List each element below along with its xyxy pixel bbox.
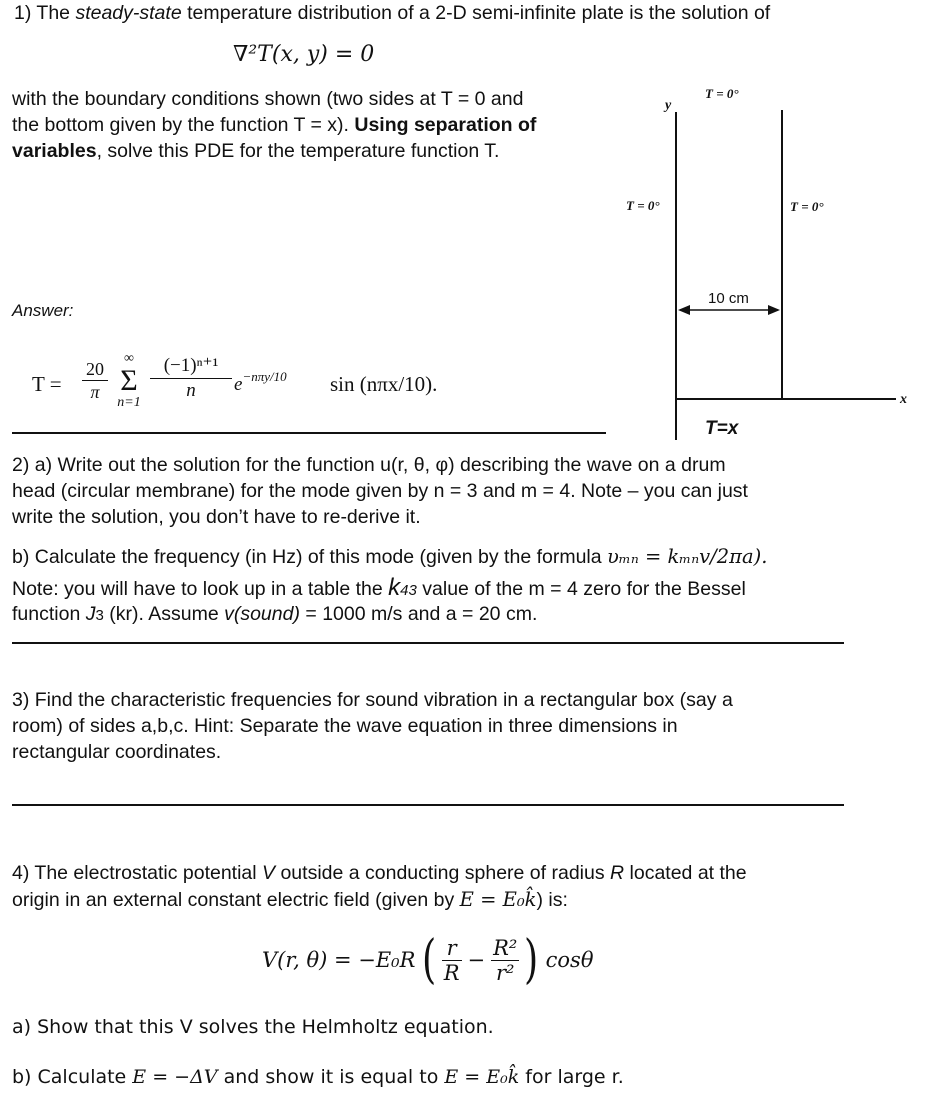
left-boundary-label: T = 0°	[626, 198, 660, 213]
top-boundary-label: T = 0°	[705, 86, 739, 101]
answer-coef	[82, 358, 108, 403]
q1-intro-b: temperature distribution of a 2-D semi-infinite plate is the solution of	[181, 2, 771, 24]
bottom-boundary-label: T=x	[705, 418, 739, 439]
answer-term	[150, 354, 232, 403]
q4-b-text-b: and show it is equal to	[217, 1066, 445, 1088]
q2-a3: write the solution, you don’t have to re-derive it.	[12, 506, 421, 528]
q4-b-formula1: E = −ΔV	[132, 1066, 218, 1088]
width-label: 10 cm	[708, 290, 749, 307]
answer-sum	[112, 352, 146, 410]
x-axis-label: x	[900, 392, 907, 407]
right-boundary-label: T = 0°	[790, 199, 824, 214]
q4-eq-frac2-den: r²	[495, 960, 515, 985]
divider-3	[12, 804, 844, 806]
q1-line2-a: the bottom given by the function T = x).	[12, 114, 355, 136]
q3-l3: rectangular coordinates.	[12, 741, 222, 763]
q4-l2-formula: E = E₀k̂	[459, 888, 537, 911]
answer-sum-bottom: n=1	[117, 395, 141, 410]
q2-b1	[12, 544, 767, 570]
divider-2	[12, 642, 844, 644]
q4-b-text: b) Calculate	[12, 1066, 133, 1088]
q4-eq-frac1-den: R	[443, 960, 460, 985]
q2-b1-formula: υₘₙ = kₘₙv/2πa).	[607, 545, 768, 568]
q4-equation	[262, 930, 593, 990]
q1-line2	[12, 112, 536, 138]
answer-exp	[234, 369, 287, 396]
q4-eq-frac1-num: r	[442, 936, 462, 961]
q2-b3-J: J	[85, 603, 96, 625]
q4-l1-text-b: outside a conducting sphere of radius	[275, 862, 611, 884]
q2-a2: head (circular membrane) for the mode given by n = 3 and m = 4. Note – you can just	[12, 480, 748, 502]
q4-l1-text-c: located at the	[624, 862, 747, 884]
divider-1	[12, 432, 606, 434]
q1-intro-a: 1) The	[14, 2, 76, 24]
q2-b2-text: Note: you will have to look up in a table the	[12, 578, 389, 600]
q2-b3-J-sub: 3	[95, 607, 104, 624]
q4-l1-V: V	[262, 862, 276, 884]
q1-line2-bold: Using separation of	[354, 114, 537, 136]
plate-diagram	[600, 80, 920, 440]
q4-eq-frac1	[442, 936, 462, 985]
q4-eq-cos: cosθ	[545, 948, 594, 972]
sum-icon: Σ	[120, 364, 138, 397]
q2-a1: 2) a) Write out the solution for the function u(r, θ, φ) describing the wave on a drum	[12, 454, 726, 476]
q4-l2-text: origin in an external constant electric field (given by	[12, 889, 460, 911]
width-arrow-left-head	[678, 305, 690, 315]
q2-b3-text-b: (kr). Assume	[103, 603, 225, 625]
q4-eq-minus: −	[467, 948, 486, 972]
y-axis-label: y	[665, 98, 672, 113]
q1-line3-bold: variables	[12, 140, 97, 162]
q2-b2-k-sub: 43	[400, 582, 417, 599]
answer-coef-num: 20	[82, 358, 108, 381]
q1-intro-emphasis: steady-state	[75, 2, 182, 24]
answer-sin: sin (nπx/10).	[330, 372, 438, 396]
q3-l2: room) of sides a,b,c. Hint: Separate the wave equation in three dimensions in	[12, 715, 678, 737]
q2-b1-text: b) Calculate the frequency (in Hz) of this mode (given by the formula	[12, 546, 608, 568]
q4-part-b	[12, 1066, 624, 1088]
q4-part-a: a) Show that this V solves the Helmholtz equation.	[12, 1016, 494, 1038]
answer-sum-top: ∞	[124, 351, 134, 366]
width-arrow-right-head	[768, 305, 780, 315]
q1-equation: ∇²T(x, y) = 0	[233, 42, 375, 67]
q2-b3-text-c: = 1000 m/s and a = 20 cm.	[299, 603, 538, 625]
answer-term-num: (−1)ⁿ⁺¹	[150, 354, 232, 379]
q4-l1-R: R	[610, 862, 625, 884]
q4-l1	[12, 860, 747, 886]
q4-l1-text: 4) The electrostatic potential	[12, 862, 263, 884]
q4-b-formula2: E = E₀k̂	[444, 1066, 520, 1088]
q2-b3	[12, 601, 537, 629]
q1-line3	[12, 138, 499, 164]
answer-exp-power: −nπy/10	[242, 369, 287, 384]
q2-b2-text-b: value of the m = 4 zero for the Bessel	[416, 578, 746, 600]
q2-b2	[12, 575, 746, 604]
q4-eq-frac2-num: R²	[493, 935, 518, 960]
answer-coef-den: π	[90, 382, 100, 402]
q4-b-text-c: for large r.	[519, 1066, 624, 1088]
q4-l2	[12, 887, 568, 913]
q1-line1: with the boundary conditions shown (two sides at T = 0 and	[12, 88, 524, 110]
q4-eq-frac2	[491, 936, 519, 985]
q4-l2-text-b: ) is:	[536, 889, 568, 911]
q2-b3-v: v(sound)	[224, 603, 300, 625]
answer-term-den: n	[186, 380, 196, 401]
q3-l1: 3) Find the characteristic frequencies for sound vibration in a rectangular box (say a	[12, 689, 733, 711]
answer-T: T =	[32, 372, 62, 396]
answer-exp-base: e	[234, 374, 243, 395]
right-paren-icon: )	[524, 930, 539, 990]
q1-line3-b: , solve this PDE for the temperature function T.	[96, 140, 500, 162]
q1-intro	[14, 0, 770, 26]
q2-b2-k: k	[388, 574, 401, 601]
left-paren-icon: (	[422, 930, 437, 990]
q2-b3-text: function	[12, 603, 86, 625]
q4-eq-lhs: V(r, θ) = −E₀R	[262, 948, 416, 972]
answer-label: Answer:	[12, 301, 74, 320]
